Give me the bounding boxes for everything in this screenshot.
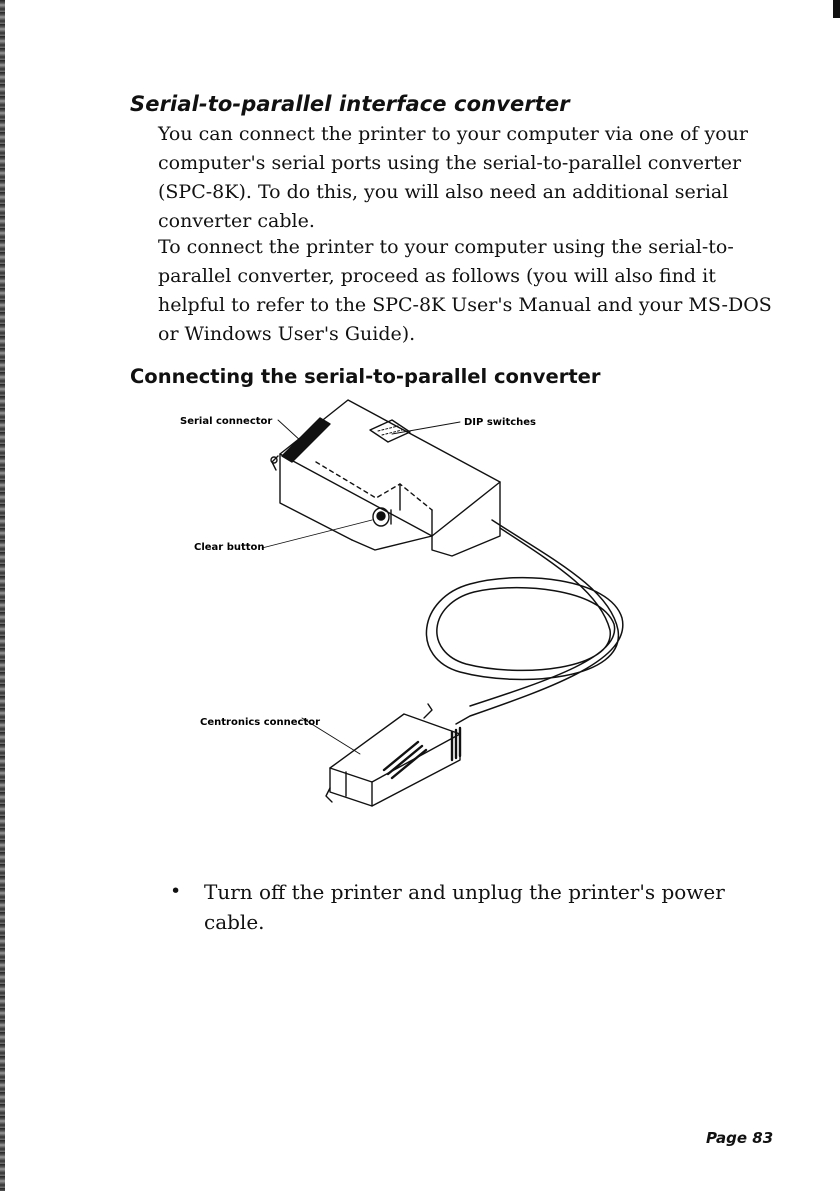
callout-serial-connector: Serial connector [180, 416, 273, 427]
converter-drawing [170, 398, 650, 818]
procedure-paragraph: To connect the printer to your computer using the serial-to-parallel converter, proceed as follows (you will also find it helpful to refer to the SPC-8K User's Manual and your MS-DOS or Windows User's Guide). [158, 236, 772, 345]
bullet-marker: • [170, 880, 182, 902]
subsection-title: Connecting the serial-to-parallel converter [130, 365, 601, 388]
callout-clear-button: Clear button [194, 542, 265, 553]
step-text: Turn off the printer and unplug the printer's power cable. [204, 880, 725, 934]
converter-illustration [170, 398, 650, 818]
section-title: Serial-to-parallel interface converter [130, 92, 570, 116]
converter-front-face [432, 482, 500, 556]
intro-paragraph: You can connect the printer to your computer via one of your computer's serial ports using the serial-to-parallel converter (SPC-8K). To do this, you will also need an additional serial converter cable. [158, 123, 748, 232]
converter-left-face [280, 454, 352, 540]
scan-mark [833, 0, 840, 18]
serial-connector-shape [282, 418, 330, 462]
callout-dip-switches: DIP switches [464, 417, 537, 428]
scan-edge [0, 0, 5, 1191]
cable [426, 520, 622, 724]
callout-centronics-connector: Centronics connector [200, 717, 321, 728]
page-number: Page 83 [706, 1129, 774, 1147]
